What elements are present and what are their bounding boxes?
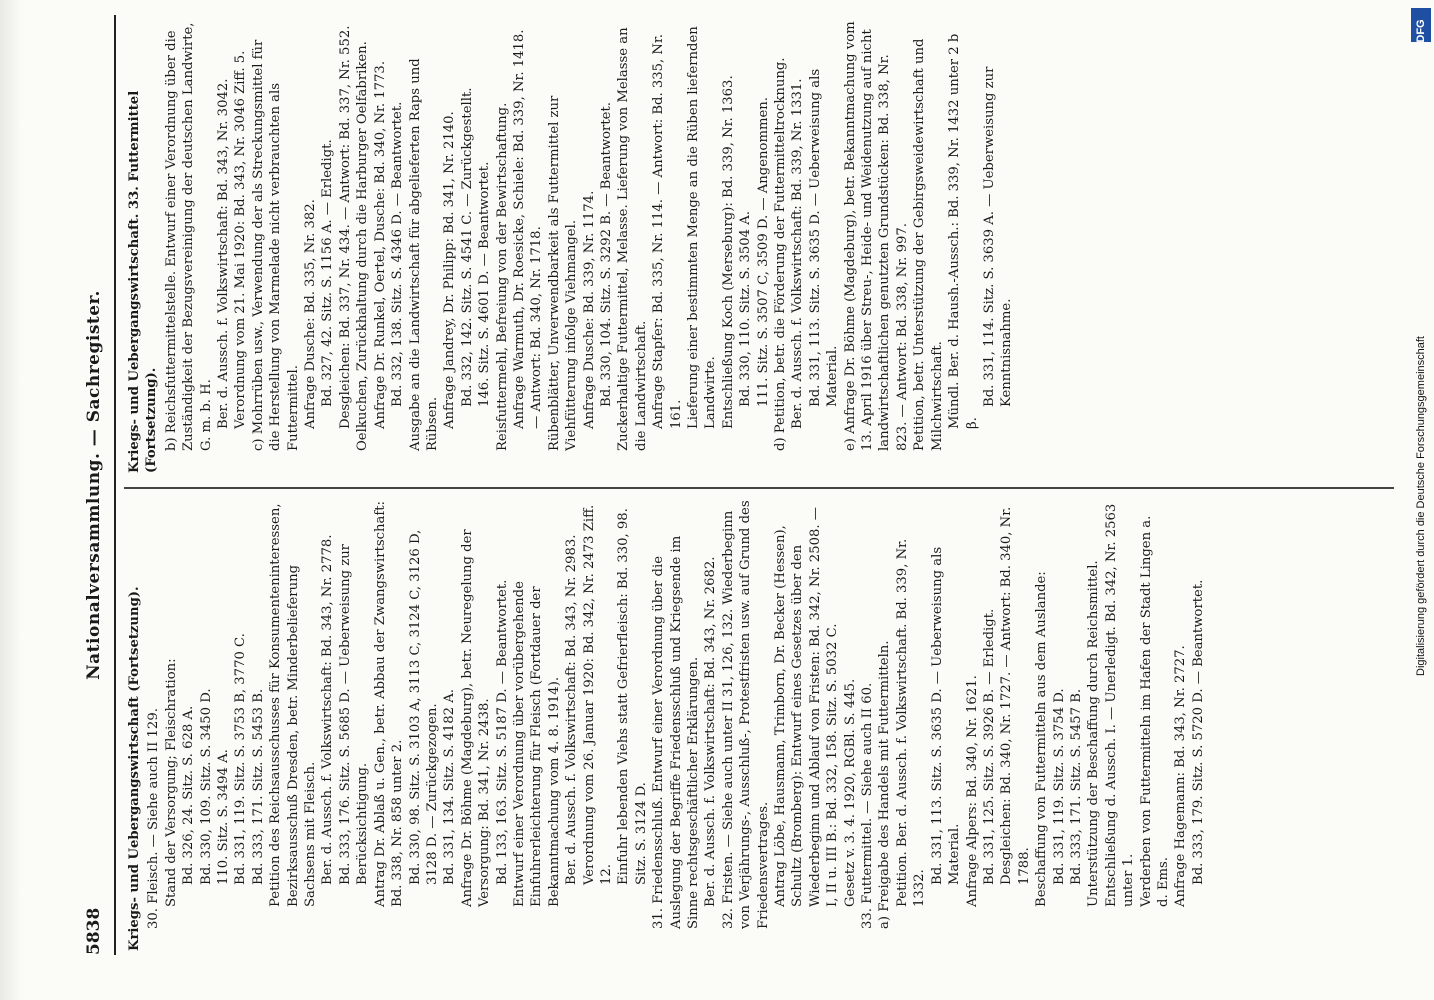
register-entry: 33. Futtermittel. — Siehe auch II 60. <box>860 682 876 929</box>
register-entry: Beschaffung von Futtermitteln aus dem Auslande: <box>1034 571 1050 907</box>
register-entry: Bd. 330, 104. Sitz. S. 3292 B. — Beantwortet. <box>598 102 614 407</box>
register-entry: 146. Sitz. S. 4601 D. — Beantwortet. <box>477 161 493 407</box>
register-entry: Bd. 331, 134. Sitz. S. 4182 A. <box>442 689 458 885</box>
column-divider <box>124 488 1394 490</box>
register-entry: e) Anfrage Dr. Böhme (Magdeburg), betr. Bekanntmachung vom 13. April 1916 über Streu-, Heide- und Weidenutzung auf nicht landwirtschaftlichen genutzten Grundstücken: Bd. 338, Nr. 823. — Antwort: Bd. 338, Nr. 997. <box>842 21 910 451</box>
register-entry: Ber. d. Aussch. f. Volkswirtschaft: Bd. 343, Nr. 2983. <box>564 534 580 885</box>
register-entry: Anfrage Dusche: Bd. 335, Nr. 382. <box>303 199 319 429</box>
register-entry: Anfrage Hagemann: Bd. 343, Nr. 2727. <box>1173 645 1189 907</box>
register-entry: 110. Sitz. S. 3494 A. <box>216 749 232 885</box>
register-entry: Bd. 330, 110. Sitz. S. 3504 A. <box>738 211 754 407</box>
register-entry: 111. Sitz. S. 3507 C, 3509 D. — Angenommen. <box>755 97 771 407</box>
register-entry: 32. Fristen. — Siehe auch unter II 31, 126, 132. Wiederbeginn von Verjährungs-, Ausschluß-, Protestfristen usw. auf Grund des Friedensvertrages. <box>720 500 771 929</box>
register-entry: Bd. 333, 171. Sitz. S. 5457 B. <box>1068 688 1084 885</box>
header-rule <box>114 15 116 955</box>
register-entry: Anfrage Warmuth, Dr. Roesicke, Schiele: Bd. 339, Nr. 1418. — Antwort: Bd. 340, Nr. 1718. <box>511 29 545 429</box>
register-entry: d) Petition, betr. die Förderung der Futtermitteltrocknung. <box>773 57 789 451</box>
register-entry: Bd. 331, 119. Sitz. S. 3754 D. <box>1051 688 1067 885</box>
register-entry: Verordnung vom 26. Januar 1920: Bd. 342, Nr. 2473 Ziff. 12. <box>581 504 614 885</box>
running-title: Nationalversammlung. — Sachregister. <box>84 290 104 680</box>
register-entry: Ausgabe an die Landwirtschaft für abgelieferten Raps und Rübsen. <box>407 58 440 451</box>
register-entry: Anfrage Dr. Runkel, Oertel, Dusche: Bd. 340, Nr. 1773. <box>372 60 388 429</box>
rotated-page-content <box>80 15 1400 955</box>
register-entry: Anfrage Dusche: Bd. 339, Nr. 1174. <box>581 190 597 429</box>
register-entry: Lieferung einer bestimmten Menge an die Rüben liefernden Landwirte. <box>686 26 719 429</box>
register-entry: c) Mohrrüben usw., Verwendung der als Streckungsmittel für die Herstellung von Marmelade nicht verbrauchten als Futtermittel. <box>250 39 301 451</box>
register-entry: Ber. d. Aussch. f. Volkswirtschaft: Bd. 343, Nr. 3042. <box>216 78 232 429</box>
register-entry: Bd. 326, 24. Sitz. S. 628 A. <box>181 705 197 885</box>
register-entry: Antrag Löbe, Hausmann, Trimborn, Dr. Becker (Hessen), Schultz (Bromberg): Entwurf eines Gesetzes über den Wiederbeginn und Ablauf von Fristen: Bd. 342, Nr. 2508. — I, II u. III B.: Bd. 332, 158. Sitz. S. 5032 C. <box>773 507 841 907</box>
dfg-logo-text: DFG <box>1415 19 1427 43</box>
register-entry: Bd. 332, 142. Sitz. S. 4541 C. — Zurückgestellt. <box>459 87 475 407</box>
register-entry: Bd. 333, 176. Sitz. S. 5685 D. — Ueberweisung zur Berücksichtigung. <box>337 544 371 885</box>
register-entry: 30. Fleisch. — Siehe auch II 129. <box>146 708 162 929</box>
register-entry: Stand der Versorgung; Fleischration: <box>163 658 179 907</box>
register-entry: Anfrage Stapfer: Bd. 335, Nr. 114. — Antwort: Bd. 335, Nr. 161. <box>651 34 684 429</box>
register-entry: Ber. d. Aussch. f. Volkswirtschaft: Bd. 343, Nr. 2778. <box>320 534 336 885</box>
register-entry: b) Reichsfuttermittelstelle. Entwurf einer Verordnung über die Zuständigkeit der Bezugsvereinigung der deutschen Landwirte, G. m. b. H. <box>163 22 214 451</box>
register-entry: Ber. d. Aussch. f. Volkswirtschaft: Bd. 343, Nr. 2682. <box>703 556 719 907</box>
register-entry: Reisfuttermehl, Befreiung von der Bewirtschaftung. <box>494 102 510 451</box>
register-entry: Entschließung Koch (Merseburg): Bd. 339, Nr. 1363. <box>720 75 736 429</box>
register-entry: a) Freigabe des Handels mit Futtermitteln. <box>877 640 893 929</box>
right-column <box>126 21 1396 473</box>
scan-edge <box>0 0 22 1000</box>
column-heading: Kriegs- und Uebergangswirtschaft (Fortsetzung). <box>127 586 142 951</box>
register-entry: Bd. 331, 114. Sitz. S. 3639 A. — Ueberweisung zur Kenntnisnahme. <box>981 66 1015 407</box>
register-entry: 31. Friedensschluß. Entwurf einer Verordnung über die Auslegung der Begriffe Friedensschluß und Kriegsende im Sinne rechtsgeschäftlicher Erklärungen. <box>651 535 701 929</box>
register-entry: Anfrage Dr. Böhme (Magdeburg), betr. Neuregelung der Versorgung: Bd. 341, Nr. 2438. <box>459 529 493 907</box>
register-entry: Bd. 330, 98. Sitz. S. 3103 A, 3113 C, 3124 C, 3126 D, 3128 D. — Zurückgezogen. <box>407 529 440 885</box>
register-entry: Rübenblätter, Unverwendbarkeit als Futtermittel zur Viehfütterung infolge Viehmangel. <box>546 95 580 451</box>
register-entry: Ber. d. Aussch. f. Volkswirtschaft: Bd. 339, Nr. 1331. <box>790 78 806 429</box>
register-entry: Antrag Dr. Ablaß u. Gen., betr. Abbau der Zwangswirtschaft: Bd. 338, Nr. 858 unter 2. <box>372 501 406 907</box>
page-number: 5838 <box>84 907 104 955</box>
register-entry: Einfuhr lebenden Viehs statt Gefrierfleisch: Bd. 330, 98. Sitz. S. 3124 D. <box>616 508 649 885</box>
register-entry: Bd. 330, 109. Sitz. S. 3450 D. <box>198 688 214 885</box>
register-entry: Anfrage Jandrey, Dr. Philipp: Bd. 341, Nr. 2140. <box>442 111 458 429</box>
register-entry: Mündl. Ber. d. Haush.-Aussch.: Bd. 339, Nr. 1432 unter 2 b β. <box>947 33 980 429</box>
page-header <box>80 15 114 955</box>
register-entry: Bd. 133, 163. Sitz. S. 5187 D. — Beantwortet. <box>494 579 510 885</box>
register-entry: Bd. 333, 171. Sitz. S. 5453 B. <box>250 688 266 885</box>
register-entry: Bd. 327, 42. Sitz. S. 1156 A. — Erledigt. <box>320 139 336 407</box>
register-entry: Bd. 333, 179. Sitz. S. 5720 D. — Beantwortet. <box>1190 579 1206 885</box>
register-entry: Bd. 331, 119. Sitz. S. 3753 B, 3770 C. <box>233 633 249 885</box>
register-entry: Petition, betr. Unterstützung der Gebirgsweidewirtschaft und Milchwirtschaft. <box>912 38 945 451</box>
register-entry: Bd. 331, 113. Sitz. S. 3635 D. — Ueberweisung als Material. <box>929 546 963 885</box>
register-entry: Desgleichen: Bd. 340, Nr. 1727. — Antwort: Bd. 340, Nr. 1788. <box>999 506 1032 885</box>
register-entry: Petition des Reichsausschusses für Konsumenteninteressen, Bezirksausschuß Dresden, betr. Minderbelieferung Sachsens mit Fleisch. <box>268 503 319 907</box>
register-entry: Unterstützung der Beschaffung durch Reichsmittel. Entschließung d. Aussch. I. — Unerledigt. Bd. 342, Nr. 2563 unter 1. <box>1086 503 1137 907</box>
register-entry: Bd. 332, 138. Sitz. S. 4346 D. — Beantwortet. <box>390 101 406 407</box>
digitization-credit: Digitalisierung gefördert durch die Deutsche Forschungsgemeinschaft <box>1415 336 1427 676</box>
register-entry: Petition. Ber. d. Aussch. f. Volkswirtschaft. Bd. 339, Nr. 1332. <box>894 538 928 907</box>
register-entry: Verderben von Futtermitteln im Hafen der Stadt Lingen a. d. Ems. <box>1138 515 1171 907</box>
register-entry: Zuckerhaltige Futtermittel, Melasse. Lieferung von Melasse an die Landwirtschaft. <box>616 27 649 451</box>
register-entry: Bd. 331, 113. Sitz. S. 3635 D. — Ueberweisung als Material. <box>807 68 841 407</box>
register-entry: Anfrage Alpers: Bd. 340, Nr. 1621. <box>964 675 980 907</box>
column-heading: Kriegs- und Uebergangswirtschaft. 33. Futtermittel (Fortsetzung). <box>127 90 160 473</box>
register-entry: Bd. 331, 125. Sitz. S. 3926 B. — Erledigt. <box>981 608 997 885</box>
register-entry: Oelkuchen, Zurückhaltung durch die Harburger Oelfabriken. <box>355 41 371 451</box>
left-column <box>126 499 1396 951</box>
register-entry: Entwurf einer Verordnung über vorübergehende Einfuhrerleichterung für Fleisch (Fortdauer der Bekanntmachung vom 4. 8. 1914). <box>511 581 562 907</box>
register-entry: Desgleichen: Bd. 337, Nr. 434. — Antwort: Bd. 337, Nr. 552. <box>337 25 353 429</box>
register-entry: Verordnung vom 21. Mai 1920: Bd. 343, Nr. 3046 Ziff. 5. <box>233 50 249 429</box>
register-entry: Gesetz v. 3. 4. 1920, RGBl. S. 445. <box>842 678 858 907</box>
